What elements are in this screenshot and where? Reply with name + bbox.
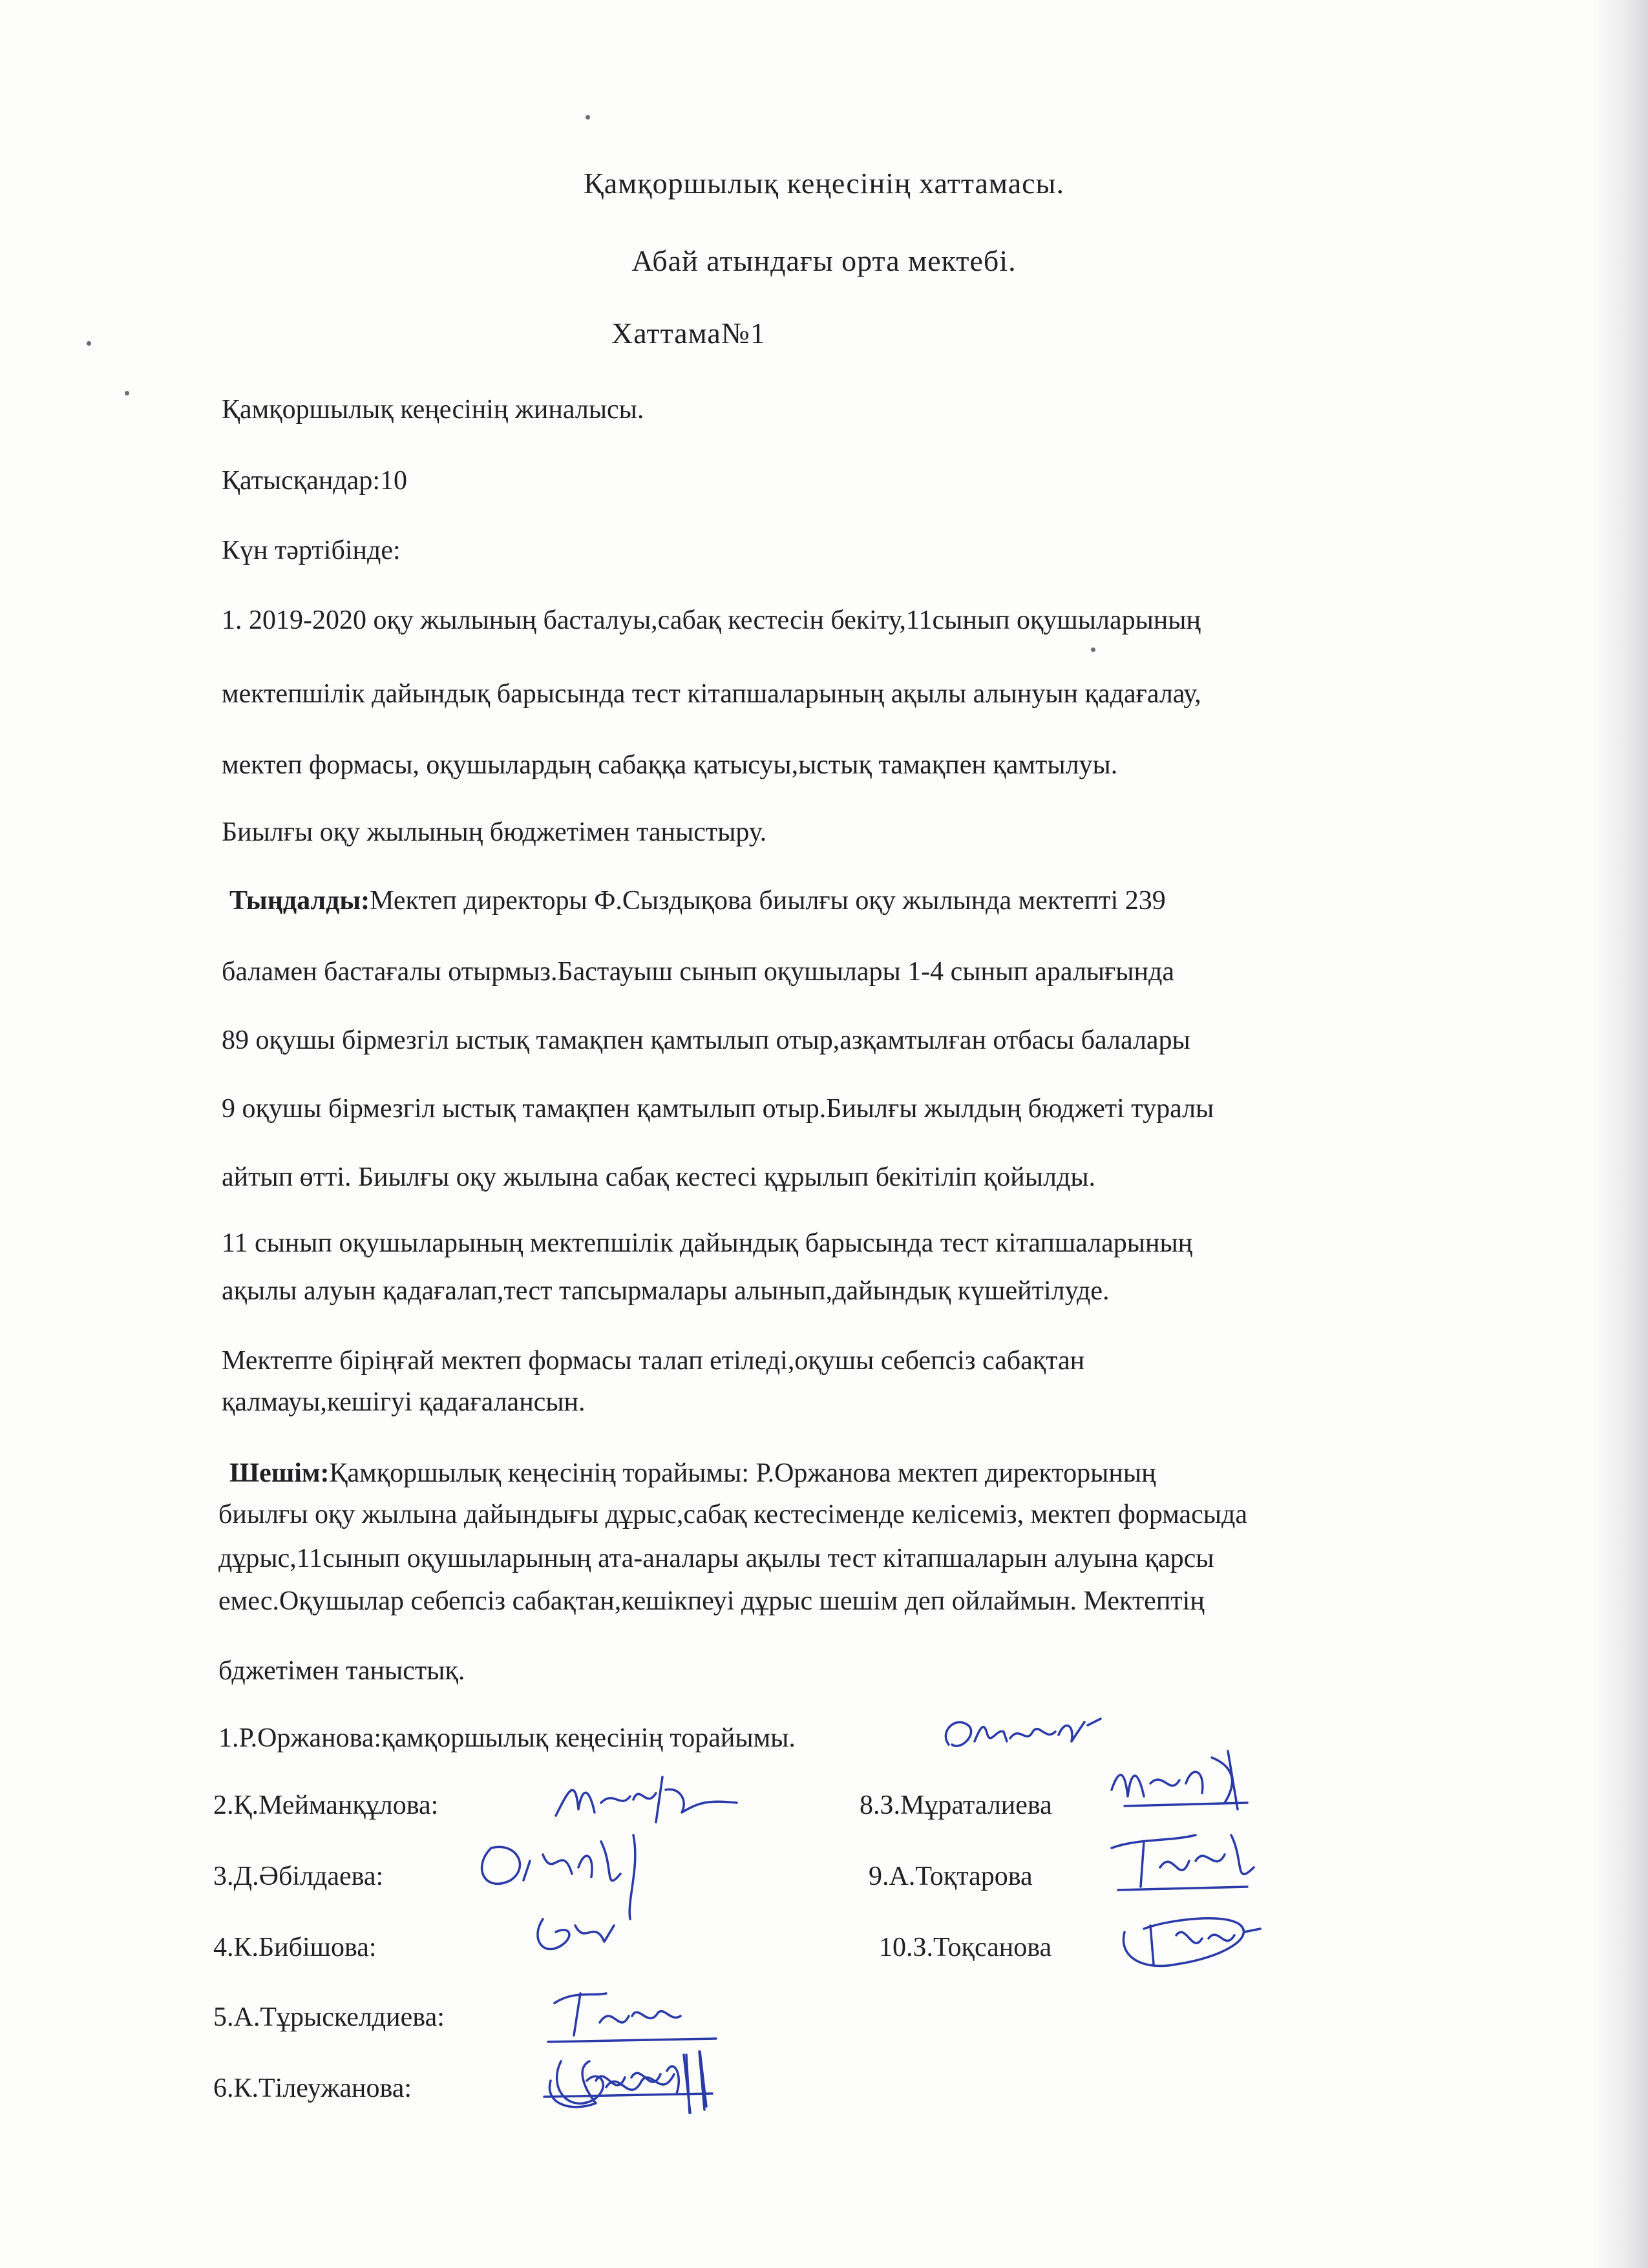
signature-abildaeva <box>465 1829 685 1977</box>
meeting-name: Қамқоршылық кеңесінің жиналысы. <box>222 395 644 425</box>
heard-label: Тыңдалды: <box>229 886 370 916</box>
signature-toktarova <box>1099 1822 1267 1906</box>
agenda-line: Биылғы оқу жылының бюджетімен таныстыру. <box>222 817 767 847</box>
heard-text: Мектеп директоры Ф.Сыздықова биылғы оқу жылында мектепті 239 <box>370 886 1166 916</box>
agenda-line: мектеп формасы, оқушылардың сабаққа қатысуы,ыстық тамақпен қамтылуы. <box>222 750 1118 780</box>
decision-text: Қамқоршылық кеңесінің торайымы: Р.Оржанова мектеп директорының <box>329 1458 1156 1488</box>
agenda-line: мектепшілік дайындық барысында тест кітапшаларының ақылы алынуын қадағалау, <box>222 679 1201 709</box>
signatory-9: 9.А.Тоқтарова <box>869 1862 1033 1891</box>
signature-meimankulova <box>543 1764 756 1835</box>
signatory-4: 4.К.Бибішова: <box>213 1933 377 1962</box>
decision-line: дұрыс,11сынып оқушыларының ата-аналары ақылы тест кітапшаларын алуына қарсы <box>218 1544 1214 1573</box>
heard-line: Мектепте біріңғай мектеп формасы талап етіледі,оқушы себепсіз сабақтан <box>222 1346 1085 1376</box>
signatory-6: 6.К.Тілеужанова: <box>213 2074 412 2103</box>
decision-line: емес.Оқушылар себепсіз сабақтан,кешікпеуі дұрыс шешім деп ойлаймын. Мектептің <box>218 1586 1205 1616</box>
decision-line: бджетімен таныстық. <box>218 1656 465 1686</box>
scan-speck <box>586 115 590 120</box>
heard-line: 89 оқушы бірмезгіл ыстық тамақпен қамтылып отыр,азқамтылған отбасы балалары <box>222 1025 1190 1055</box>
agenda-label: Күн тәртібінде: <box>222 536 401 565</box>
decision-first-line <box>229 1456 1156 1490</box>
heard-line: айтып өтті. Биылғы оқу жылына сабақ кестесі құрылып бекітіліп қойылды. <box>222 1162 1096 1192</box>
decision-label: Шешім: <box>229 1458 330 1488</box>
scan-speck <box>87 341 91 346</box>
scan-speck <box>125 391 129 395</box>
signatory-8: 8.З.Мұраталиева <box>860 1790 1052 1820</box>
heard-line: баламен бастағалы отырмыз.Бастауыш сынып оқушылары 1-4 сынып аралығында <box>222 957 1174 987</box>
scan-speck <box>1091 647 1095 652</box>
scan-shadow-edge <box>1590 0 1648 2268</box>
decision-line: биылғы оқу жылына дайындығы дұрыс,сабақ кестесіменде келісеміз, мектеп формасыда <box>218 1500 1248 1529</box>
heard-line: 9 оқушы бірмезгіл ыстық тамақпен қамтылып отыр.Биылғы жылдың бюджеті туралы <box>222 1094 1214 1124</box>
document-title: Қамқоршылық кеңесінің хаттамасы. <box>584 167 1064 200</box>
signatory-1: 1.Р.Оржанова:қамқоршылық кеңесінің торайымы. <box>218 1723 796 1753</box>
participants-count: Қатысқандар:10 <box>222 466 407 496</box>
protocol-number: Хаттама№1 <box>611 317 766 350</box>
signature-murataliyeva <box>1099 1745 1260 1816</box>
signatory-3: 3.Д.Әбілдаева: <box>213 1862 384 1891</box>
signature-tileuzhanova <box>531 2042 725 2119</box>
heard-line: 11 сынып оқушыларының мектепшілік дайындық барысында тест кітапшаларының <box>222 1228 1193 1258</box>
signature-orzhanova <box>936 1706 1104 1764</box>
heard-first-line <box>229 884 1166 918</box>
heard-line: қалмауы,кешігуі қадағалансын. <box>222 1387 586 1417</box>
signatory-5: 5.А.Тұрыскелдиева: <box>213 2002 445 2032</box>
signatory-2: 2.Қ.Мейманқұлова: <box>213 1790 439 1820</box>
heard-line: ақылы алуын қадағалап,тест тапсырмалары алынып,дайындық күшейтілуде. <box>222 1276 1110 1306</box>
school-name: Абай атындағы орта мектебі. <box>631 244 1017 277</box>
signature-toksanova <box>1105 1900 1273 1984</box>
signatory-10: 10.З.Тоқсанова <box>879 1933 1052 1962</box>
agenda-line: 1. 2019-2020 оқу жылының басталуы,сабақ кестесін бекіту,11сынып оқушыларының <box>222 605 1201 635</box>
